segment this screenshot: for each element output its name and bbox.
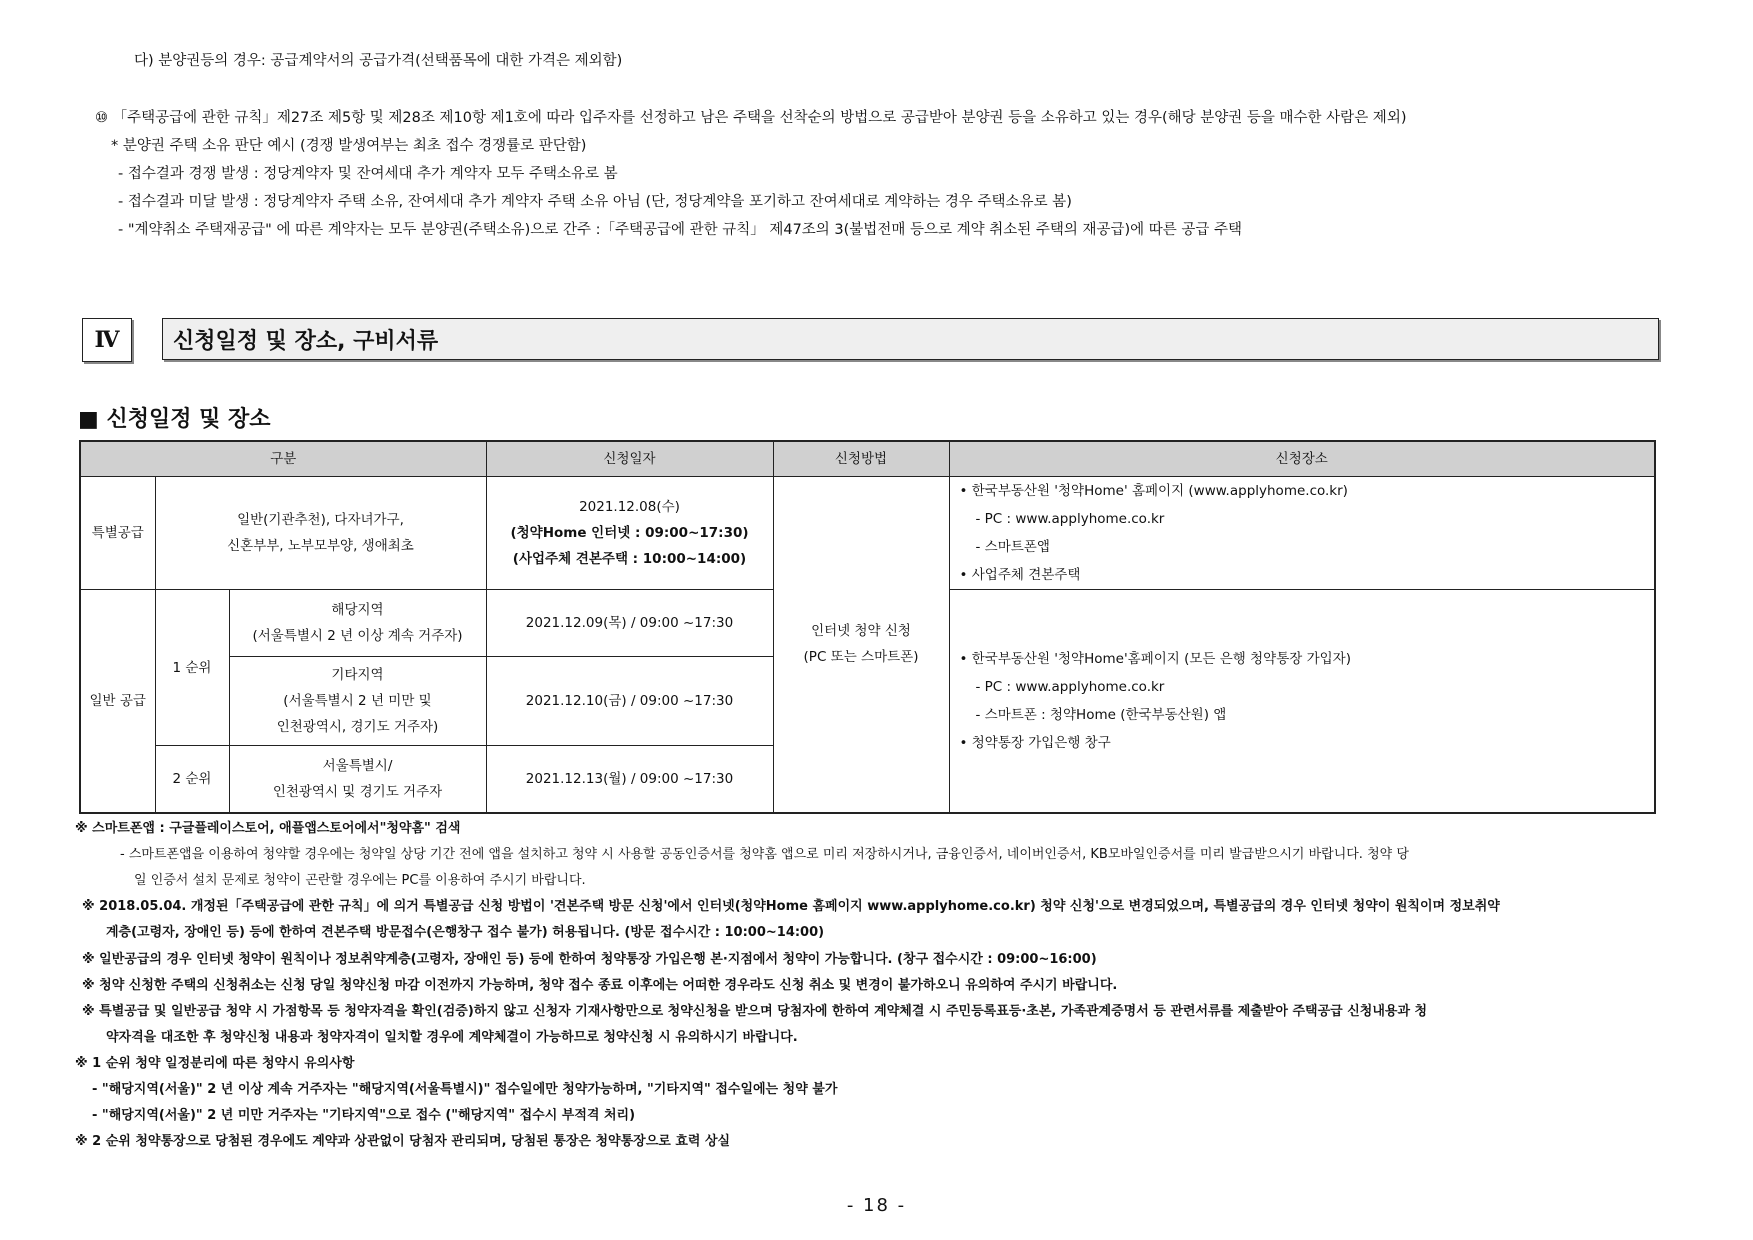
table-row-special [80, 477, 1655, 590]
header-category: 구분 [80, 441, 486, 477]
note-verification-1: ※ 특별공급 및 일반공급 청약 시 가점항목 등 청약자격을 확인(검증)하지 않고 신청자 기재사항만으로 청약신청을 받으며 당첨자에 한하여 계약체결 시 주민등록표등·초본, 가족관계증명서 등 관련서류를 제출받아 주택공급 신청내용과 청 [82, 1004, 1428, 1019]
ownership-bullet-2: - 접수결과 미달 발생 : 정당계약자 주택 소유, 잔여세대 추가 계약자 주택 소유 아님 (단, 정당계약을 포기하고 잔여세대로 계약하는 경우 주택소유로 봄) [118, 194, 1072, 210]
header-method: 신청방법 [773, 441, 949, 477]
note-rank1-schedule-a: - "해당지역(서울)" 2 년 이상 계속 거주자는 "해당지역(서울특별시)" 접수일에만 청약가능하며, "기타지역" 접수일에는 청약 불가 [92, 1082, 838, 1097]
note-rule-change-1: ※ 2018.05.04. 개정된「주택공급에 관한 규칙」에 의거 특별공급 신청 방법이 '견본주택 방문 신청'에서 인터넷(청약Home 홈페이지 www.applyhome.co.kr) 청약 신청'으로 변경되었으며, 특별공급의 경우 인터넷 청약이 원칙이며 정보취약 [82, 899, 1500, 914]
other-area: 기타지역 (서울특별시 2 년 미만 및 인천광역시, 경기도 거주자) [229, 657, 486, 746]
header-date: 신청일자 [486, 441, 773, 477]
section-title: 신청일정 및 장소, 구비서류 [162, 318, 1659, 360]
special-supply-label: 특별공급 [80, 477, 155, 590]
note-smartphone-detail-2: 일 인증서 설치 문제로 청약이 곤란할 경우에는 PC를 이용하여 주시기 바랍니다. [134, 873, 586, 888]
note-verification-2: 약자격을 대조한 후 청약신청 내용과 청약자격이 일치할 경우에 계약체결이 가능하므로 청약신청 시 유의하시기 바랍니다. [106, 1030, 798, 1045]
rank-1-label: 1 순위 [155, 590, 229, 746]
note-rank1-schedule: ※ 1 순위 청약 일정분리에 따른 청약시 유의사항 [75, 1056, 355, 1071]
other-area-date: 2021.12.10(금) / 09:00 ~17:30 [486, 657, 773, 746]
note-smartphone-detail-1: - 스마트폰앱을 이용하여 청약할 경우에는 청약일 상당 기간 전에 앱을 설치하고 청약 시 사용할 공동인증서를 청약홈 앱으로 미리 저장하시거나, 금융인증서, 네이버인증서, KB모바일인증서를 미리 발급받으시기 바랍니다. 청약 당 [120, 847, 1409, 862]
note-rule-change-2: 계층(고령자, 장애인 등) 등에 한하여 견본주택 방문접수(은행창구 접수 불가) 허용됩니다. (방문 접수시간 : 10:00~14:00) [106, 925, 825, 940]
special-supply-types: 일반(기관추천), 다자녀가구, 신혼부부, 노부모부양, 생애최초 [155, 477, 486, 590]
note-rank1-schedule-b: - "해당지역(서울)" 2 년 미만 거주자는 "기타지역"으로 접수 ("해당지역" 접수시 부적격 처리) [92, 1108, 636, 1123]
clause-10: ⑩ 「주택공급에 관한 규칙」제27조 제5항 및 제28조 제10항 제1호에 따라 입주자를 선정하고 남은 주택을 선착순의 방법으로 공급받아 분양권 등을 소유하고 있는 경우(해당 분양권 등을 매수한 사람은 제외) [95, 110, 1407, 126]
special-supply-place: • 한국부동산원 '청약Home' 홈페이지 (www.applyhome.co.kr) - PC : www.applyhome.co.kr - 스마트폰앱 • 사업주체 견본주택 [949, 477, 1655, 590]
page-number: - 18 - [846, 1195, 907, 1216]
ownership-note: * 분양권 주택 소유 판단 예시 (경쟁 발생여부는 최초 접수 경쟁률로 판단함) [111, 138, 587, 154]
local-area: 해당지역 (서울특별시 2 년 이상 계속 거주자) [229, 590, 486, 657]
section-number: Ⅳ [82, 318, 132, 362]
general-supply-place: • 한국부동산원 '청약Home'홈페이지 (모든 은행 청약통장 가입자) - PC : www.applyhome.co.kr - 스마트폰 : 청약Home (한국부동산원) 앱 • 청약통장 가입은행 창구 [949, 590, 1655, 813]
header-place: 신청장소 [949, 441, 1655, 477]
local-area-date: 2021.12.09(목) / 09:00 ~17:30 [486, 590, 773, 657]
rank-2-date: 2021.12.13(월) / 09:00 ~17:30 [486, 746, 773, 813]
ownership-bullet-1: - 접수결과 경쟁 발생 : 정당계약자 및 잔여세대 추가 계약자 모두 주택소유로 봄 [118, 166, 618, 182]
note-general-supply: ※ 일반공급의 경우 인터넷 청약이 원칙이나 정보취약계층(고령자, 장애인 등) 등에 한하여 청약통장 가입은행 본·지점에서 청약이 가능합니다. (창구 접수시간 : 09:00~16:00) [82, 952, 1097, 967]
note-cancellation: ※ 청약 신청한 주택의 신청취소는 신청 당일 청약신청 마감 이전까지 가능하며, 청약 접수 종료 이후에는 어떠한 경우라도 신청 취소 및 변경이 불가하오니 유의하여 주시기 바랍니다. [82, 978, 1118, 993]
note-smartphone-app: ※ 스마트폰앱 : 구글플레이스토어, 애플앱스토어에서"청약홈" 검색 [75, 821, 461, 836]
clause-da: 다) 분양권등의 경우: 공급계약서의 공급가격(선택품목에 대한 가격은 제외함) [134, 53, 623, 69]
subsection-title: ■ 신청일정 및 장소 [78, 407, 271, 432]
note-rank2: ※ 2 순위 청약통장으로 당첨된 경우에도 계약과 상관없이 당첨자 관리되며, 당첨된 통장은 청약통장으로 효력 상실 [75, 1134, 731, 1149]
rank-2-label: 2 순위 [155, 746, 229, 813]
application-method: 인터넷 청약 신청 (PC 또는 스마트폰) [773, 477, 949, 813]
general-supply-label: 일반 공급 [80, 590, 155, 813]
special-supply-date: 2021.12.08(수) (청약Home 인터넷 : 09:00~17:30) (사업주체 견본주택 : 10:00~14:00) [486, 477, 773, 590]
table-header-row [80, 441, 1655, 477]
rank-2-area: 서울특별시/ 인천광역시 및 경기도 거주자 [229, 746, 486, 813]
ownership-bullet-3: - "계약취소 주택재공급" 에 따른 계약자는 모두 분양권(주택소유)으로 간주 :「주택공급에 관한 규칙」 제47조의 3(불법전매 등으로 계약 취소된 주택의 재공급)에 따른 공급 주택 [118, 222, 1243, 238]
schedule-table [79, 440, 1656, 814]
